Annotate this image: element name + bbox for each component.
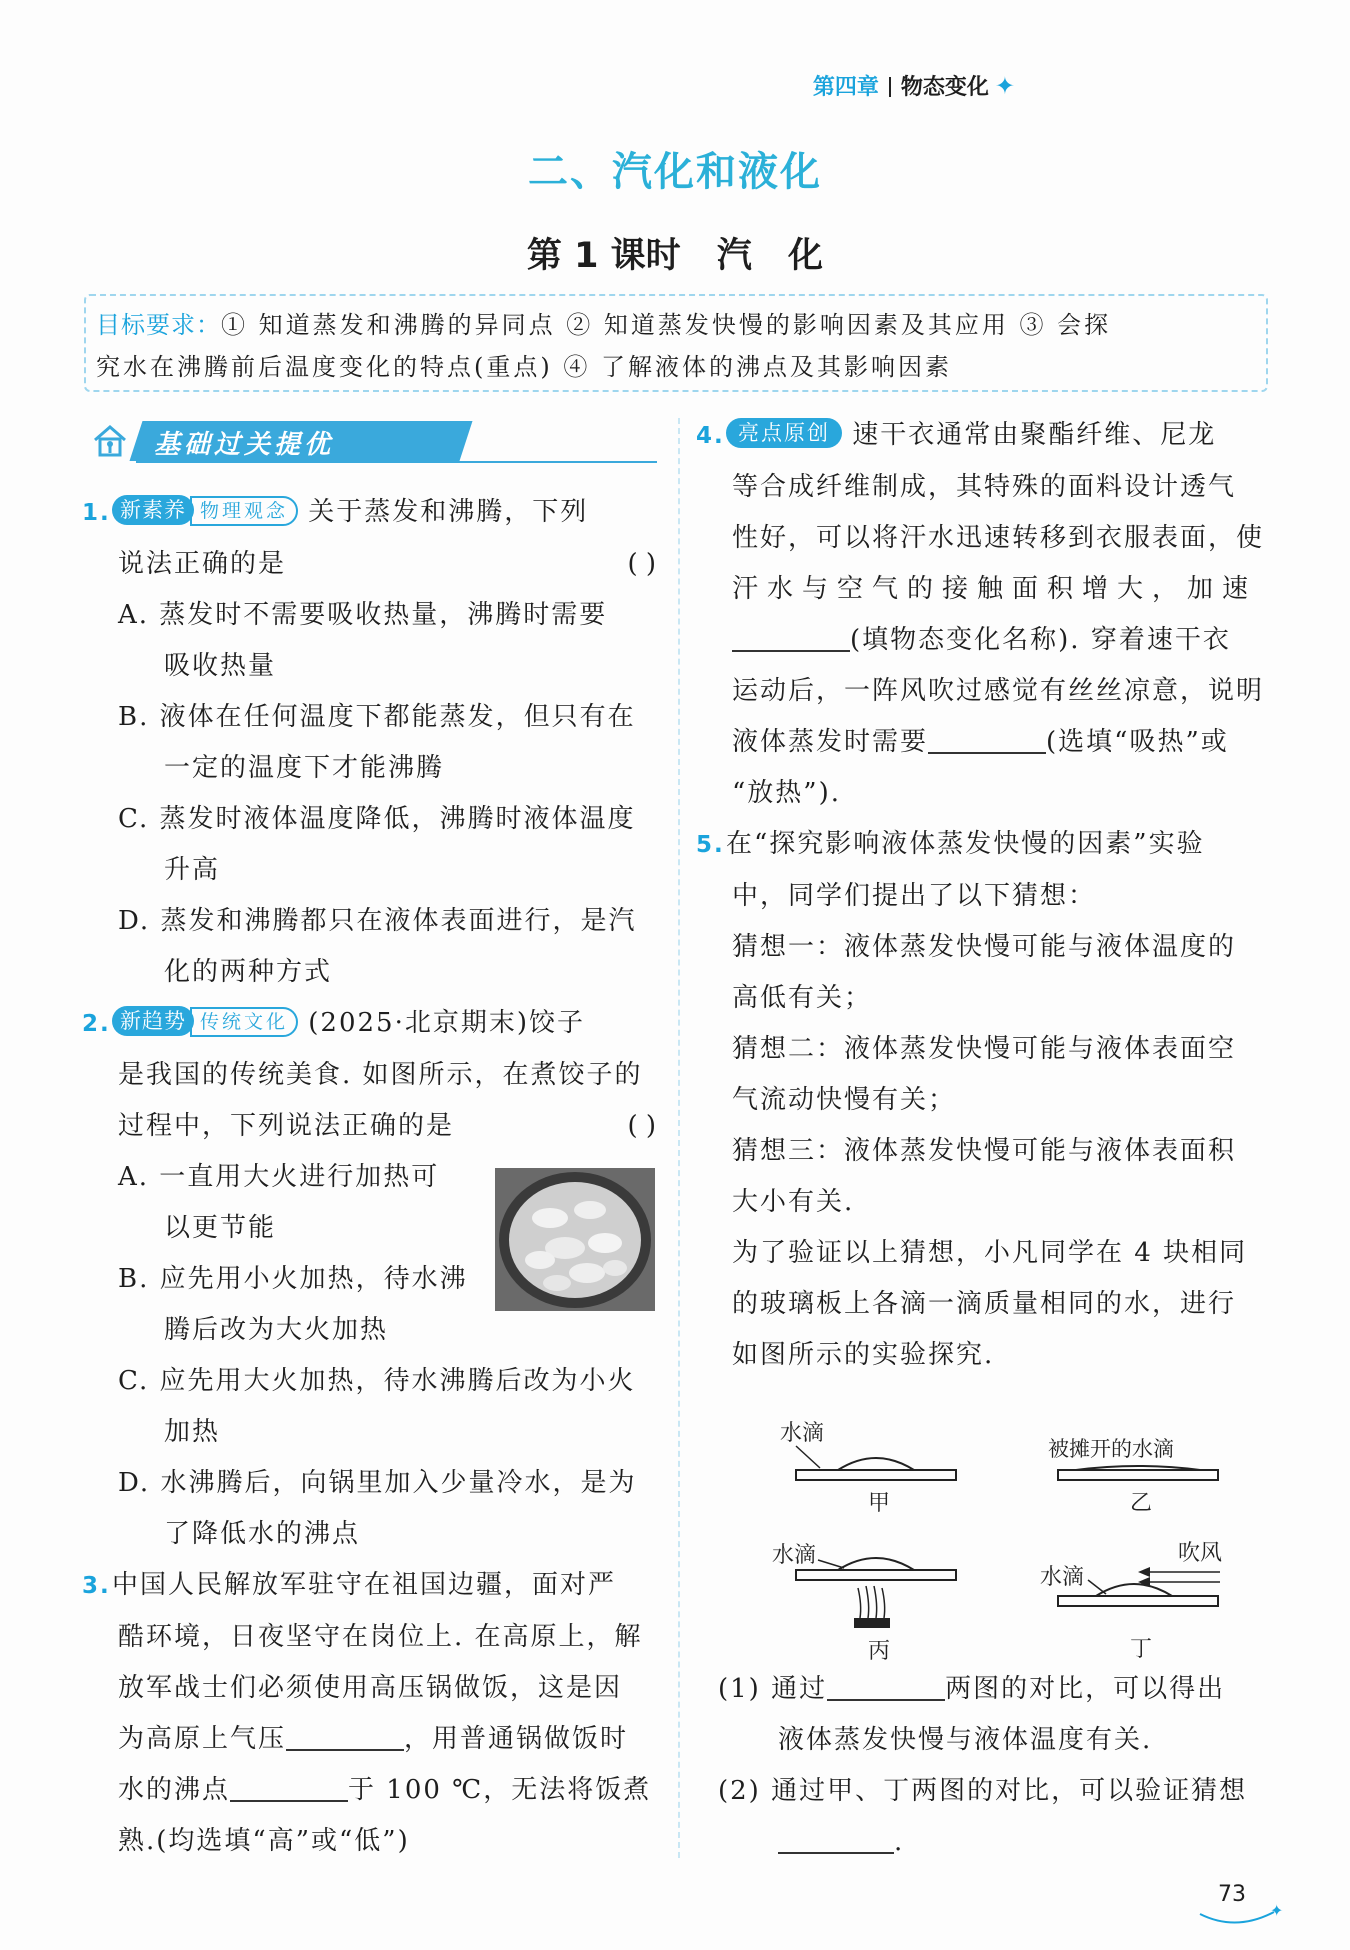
q1-number: 1. bbox=[82, 500, 111, 526]
dumpling-pot-photo bbox=[495, 1168, 655, 1311]
q5-guess-3a: 猜想三：液体蒸发快慢可能与液体表面积 bbox=[732, 1136, 1237, 1166]
q1-answer-paren: ( ) bbox=[627, 549, 656, 579]
q5-guess-3b: 大小有关. bbox=[732, 1187, 855, 1217]
q5-guess-1a: 猜想一：液体蒸发快慢可能与液体温度的 bbox=[732, 932, 1237, 962]
q4-blank-2[interactable] bbox=[928, 722, 1046, 754]
q4-number: 4. bbox=[696, 423, 725, 449]
q3-line-5a: 水的沸点 bbox=[118, 1775, 231, 1805]
q2-option-b-cont: 腾后改为大火加热 bbox=[164, 1315, 389, 1345]
q5-number: 5. bbox=[696, 832, 725, 858]
banner-label: 基础过关提优 bbox=[154, 430, 335, 460]
wind-arrows-icon bbox=[1138, 1567, 1220, 1587]
q1-option-a: A. 蒸发时不需要吸收热量，沸腾时需要 bbox=[118, 600, 608, 630]
q2-stem: (2025·北京期末)饺子 bbox=[308, 1008, 586, 1038]
chapter-header bbox=[813, 70, 1015, 101]
ding-wind-label: 吹风 bbox=[1178, 1541, 1223, 1566]
q2-option-c: C. 应先用大火加热，待水沸腾后改为小火 bbox=[118, 1366, 636, 1396]
goals-line-2: 究水在沸腾前后温度变化的特点(重点) ④ 了解液体的沸点及其影响因素 bbox=[96, 353, 952, 381]
yi-water-label: 被摊开的水滴 bbox=[1048, 1437, 1174, 1461]
q2-option-a: A. 一直用大火进行加热可 bbox=[118, 1162, 440, 1192]
ding-caption: 丁 bbox=[1130, 1637, 1153, 1662]
setup-yi bbox=[1048, 1437, 1218, 1516]
jia-caption: 甲 bbox=[868, 1491, 891, 1516]
section-title: 二、汽化和液化 bbox=[528, 148, 822, 195]
q5-sub1-b: 两图的对比，可以得出 bbox=[945, 1674, 1226, 1704]
page-number: 73 bbox=[1218, 1882, 1246, 1907]
q3-number: 3. bbox=[82, 1573, 111, 1599]
lesson-number: 第 1 课时 bbox=[526, 236, 681, 276]
chapter-number: 第四章 bbox=[812, 75, 879, 100]
q1-stem: 关于蒸发和沸腾，下列 bbox=[308, 497, 589, 527]
q4-blank-1[interactable] bbox=[732, 620, 850, 652]
q3-blank-2[interactable] bbox=[230, 1770, 348, 1802]
q3-line-4b: ，用普通锅做饭时 bbox=[404, 1724, 629, 1754]
setup-jia bbox=[780, 1421, 956, 1516]
q1-option-b: B. 液体在任何温度下都能蒸发，但只有在 bbox=[118, 702, 636, 732]
q4-line-7a: 液体蒸发时需要 bbox=[732, 727, 929, 757]
q5-line-1: 在“探究影响液体蒸发快慢的因素”实验 bbox=[726, 829, 1205, 859]
q3-line-6: 熟.(均选填“高”或“低”) bbox=[118, 1826, 410, 1856]
q2-option-a-cont: 以更节能 bbox=[164, 1213, 277, 1243]
q5-guess-2a: 猜想二：液体蒸发快慢可能与液体表面空 bbox=[732, 1034, 1237, 1064]
sparkle-icon: ✦ bbox=[994, 72, 1015, 100]
header-divider bbox=[889, 77, 891, 97]
q1-option-c-cont: 升高 bbox=[164, 855, 221, 885]
q1-option-c: C. 蒸发时液体温度降低，沸腾时液体温度 bbox=[118, 804, 636, 834]
q1-stem-2: 说法正确的是 bbox=[118, 549, 287, 579]
q4-tag: 亮点原创 bbox=[726, 418, 842, 448]
ding-water-label: 水滴 bbox=[1040, 1565, 1085, 1590]
lesson-word-2: 化 bbox=[788, 236, 824, 276]
q2-option-d: D. 水沸腾后，向锅里加入少量冷水，是为 bbox=[118, 1468, 637, 1498]
q2-stem-3: 过程中，下列说法正确的是 bbox=[118, 1111, 455, 1141]
lesson-word-1: 汽 bbox=[716, 236, 752, 276]
goals-label: 目标要求： bbox=[96, 311, 221, 339]
q5-para-2: 的玻璃板上各滴一滴质量相同的水，进行 bbox=[732, 1289, 1237, 1319]
q1-option-a-cont: 吸收热量 bbox=[164, 651, 277, 681]
bing-caption: 丙 bbox=[868, 1639, 891, 1664]
q1-option-d-cont: 化的两种方式 bbox=[164, 957, 333, 987]
q4-line-2: 等合成纤维制成，其特殊的面料设计透气 bbox=[732, 472, 1237, 502]
q2-number: 2. bbox=[82, 1011, 111, 1037]
section-banner bbox=[92, 418, 657, 464]
q5-guess-1b: 高低有关； bbox=[732, 983, 873, 1013]
q1-option-b-cont: 一定的温度下才能沸腾 bbox=[164, 753, 445, 783]
right-column bbox=[696, 410, 1270, 1381]
q3-line-5b: 于 100 ℃，无法将饭煮 bbox=[348, 1775, 652, 1805]
q5-sub2: (2) 通过甲、丁两图的对比，可以验证猜想 bbox=[718, 1776, 1248, 1806]
q2-subtag: 传统文化 bbox=[190, 1007, 298, 1037]
q2-stem-2: 是我国的传统美食. 如图所示，在煮饺子的 bbox=[118, 1060, 643, 1090]
q4-line-4: 汗水与空气的接触面积增大，加速 bbox=[732, 574, 1258, 604]
q1-subtag: 物理观念 bbox=[190, 496, 298, 526]
q5-guess-2b: 气流动快慢有关； bbox=[732, 1085, 957, 1115]
q4-line-5: (填物态变化名称). 穿着速干衣 bbox=[850, 625, 1231, 655]
q2-option-b: B. 应先用小火加热，待水沸 bbox=[118, 1264, 468, 1294]
q5-line-2: 中，同学们提出了以下猜想： bbox=[732, 881, 1097, 911]
q4-line-1: 速干衣通常由聚酯纤维、尼龙 bbox=[852, 420, 1217, 450]
q1-tag: 新素养 bbox=[112, 495, 194, 525]
q4-line-7b: (选填“吸热”或 bbox=[1046, 727, 1229, 757]
q4-line-8: “放热”). bbox=[732, 778, 841, 808]
svg-text:✦: ✦ bbox=[1270, 1901, 1284, 1920]
learning-goals-box bbox=[84, 294, 1268, 392]
q5-blank-1[interactable] bbox=[827, 1669, 945, 1701]
q2-option-c-cont: 加热 bbox=[164, 1417, 221, 1447]
column-divider bbox=[678, 418, 680, 1858]
q3-line-1: 中国人民解放军驻守在祖国边疆，面对严 bbox=[112, 1570, 617, 1600]
chapter-title: 物态变化 bbox=[900, 75, 989, 100]
q5-para-3: 如图所示的实验探究. bbox=[732, 1340, 995, 1370]
q5-sub2-end: . bbox=[894, 1827, 905, 1857]
q5-blank-2[interactable] bbox=[778, 1822, 894, 1854]
setup-bing bbox=[772, 1543, 956, 1664]
q5-subquestions bbox=[718, 1664, 1270, 1868]
yi-caption: 乙 bbox=[1130, 1491, 1153, 1516]
q3-blank-1[interactable] bbox=[286, 1719, 404, 1751]
alcohol-lamp-flame bbox=[854, 1586, 890, 1628]
q5-sub1-a: (1) 通过 bbox=[718, 1674, 828, 1704]
q3-line-2: 酷环境，日夜坚守在岗位上. 在高原上，解 bbox=[118, 1622, 643, 1652]
q2-option-d-cont: 了降低水的沸点 bbox=[164, 1519, 361, 1549]
house-icon bbox=[92, 422, 128, 458]
setup-ding bbox=[1040, 1541, 1222, 1662]
q2-answer-paren: ( ) bbox=[627, 1111, 656, 1141]
q1-option-d: D. 蒸发和沸腾都只在液体表面进行，是汽 bbox=[118, 906, 637, 936]
q4-line-6: 运动后，一阵风吹过感觉有丝丝凉意，说明 bbox=[732, 676, 1265, 706]
bing-water-label: 水滴 bbox=[772, 1543, 817, 1568]
q5-para-1: 为了验证以上猜想，小凡同学在 4 块相同 bbox=[732, 1238, 1248, 1268]
jia-water-label: 水滴 bbox=[780, 1421, 825, 1446]
q3-line-4a: 为高原上气压 bbox=[118, 1724, 287, 1754]
goals-line-1: ① 知道蒸发和沸腾的异同点 ② 知道蒸发快慢的影响因素及其应用 ③ 会探 bbox=[221, 311, 1112, 339]
q3-line-3: 放军战士们必须使用高压锅做饭，这是因 bbox=[118, 1673, 623, 1703]
banner-underline bbox=[136, 461, 657, 463]
q2-tag: 新趋势 bbox=[112, 1006, 194, 1036]
q4-line-3: 性好，可以将汗水迅速转移到衣服表面，使 bbox=[732, 523, 1265, 553]
lesson-title bbox=[0, 228, 1350, 278]
q5-sub1-c: 液体蒸发快慢与液体温度有关. bbox=[778, 1725, 1153, 1755]
